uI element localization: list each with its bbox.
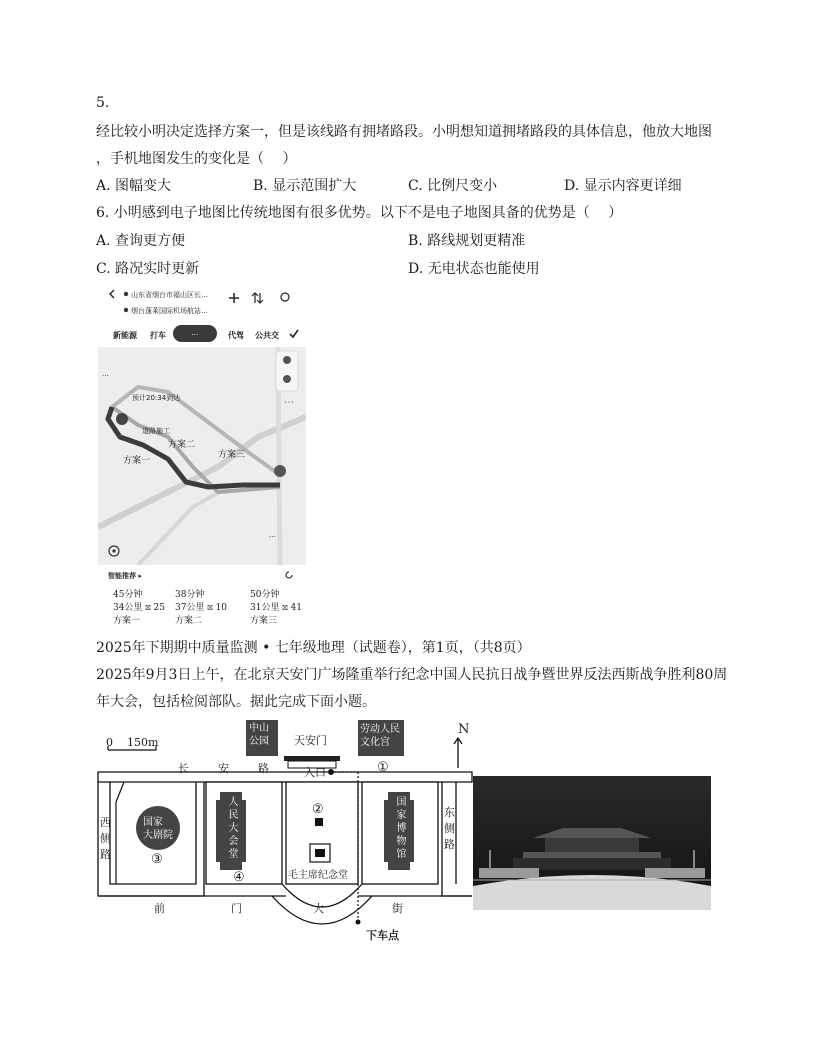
scheme3-label: 方案三 <box>218 450 246 460</box>
q5-option-a[interactable]: A. 图幅变大 <box>96 178 172 194</box>
road-changan-2: 安 <box>218 762 229 775</box>
road-qianmen-2: 门 <box>231 902 242 915</box>
road-east-label: 东 侧 路 <box>444 806 455 851</box>
construction-label: 道路施工 <box>142 427 170 435</box>
zhongshan-park-label: 中山 公园 <box>249 723 269 747</box>
workers-palace-label: 劳动人民 文化宫 <box>360 724 400 748</box>
scale-length: 150m <box>127 736 159 749</box>
road-changan-1: 长 <box>178 762 189 775</box>
phone-map-screenshot <box>98 283 306 628</box>
road-qianmen-1: 前 <box>154 902 165 915</box>
drive-mode-chip[interactable]: … <box>173 325 217 342</box>
route1-name[interactable]: 方案一 <box>113 616 141 626</box>
add-stop-icon <box>229 293 239 303</box>
swap-icon <box>252 293 263 303</box>
passage-line2: 年大会，包括检阅部队。据此完成下面小题。 <box>96 694 376 710</box>
scheme1-label: 方案一 <box>123 456 151 466</box>
q5-stem-line1: 经比较小明决定选择方案一，但是该线路有拥堵路段。小明想知道拥堵路段的具体信息，他放大地图 <box>96 124 712 140</box>
back-arrow-icon <box>110 290 114 298</box>
route2-name[interactable]: 方案二 <box>175 616 203 626</box>
phone-route-header <box>98 283 306 347</box>
svg-text:⋯: ⋯ <box>284 397 294 408</box>
smart-recommend-label[interactable]: 智能推荐 ▸ <box>108 572 142 580</box>
entrance-label: 入口 <box>304 766 326 779</box>
q5-number: 5. <box>96 95 110 111</box>
refresh-icon[interactable] <box>284 570 294 580</box>
tab-designated-driver[interactable]: 代驾 <box>228 331 244 340</box>
q6-option-b[interactable]: B. 路线规划更精准 <box>408 233 526 249</box>
q6-option-c[interactable]: C. 路况实时更新 <box>96 261 200 277</box>
route2-dist[interactable]: 37公里 ⛝ 10 <box>175 603 227 613</box>
road-qianmen-4: 街 <box>392 902 403 915</box>
great-hall-label: 人民大会堂 <box>226 796 237 861</box>
marker-2: ② <box>312 802 324 817</box>
q6-option-d[interactable]: D. 无电状态也能使用 <box>408 261 540 277</box>
route1-dist[interactable]: 34公里 ⛝ 25 <box>113 603 165 613</box>
destination-text[interactable]: 烟台蓬莱国际机场航站… <box>131 307 208 315</box>
route-summary-panel <box>98 567 306 628</box>
checkmark-icon[interactable] <box>288 328 300 340</box>
route3-name[interactable]: 方案三 <box>250 616 278 626</box>
q5-stem-line2: ，手机地图发生的变化是（ ） <box>96 151 297 167</box>
route3-dist[interactable]: 31公里 ⛝ 41 <box>250 603 302 613</box>
route2-time[interactable]: 38分钟 <box>175 590 205 600</box>
q5-option-d[interactable]: D. 显示内容更详细 <box>564 178 682 194</box>
memorial-hall-label: 毛主席纪念堂 <box>288 870 348 881</box>
voice-icon <box>281 293 289 301</box>
tab-new-energy[interactable]: 新能源 <box>113 331 137 340</box>
q6-option-a[interactable]: A. 查询更方便 <box>96 233 186 249</box>
scale-zero: 0 <box>106 736 113 749</box>
road-changan-3: 路 <box>258 762 269 775</box>
tiananmen-night-photo <box>473 776 711 910</box>
tab-taxi[interactable]: 打车 <box>150 331 166 340</box>
eta-label: 预计20:34到达 <box>132 394 181 402</box>
origin-text[interactable]: 山东省烟台市福山区长… <box>131 291 208 299</box>
marker-4: ④ <box>233 870 245 885</box>
marker-3: ③ <box>151 852 163 867</box>
marker-1: ① <box>377 760 389 775</box>
road-qianmen-3: 大 <box>313 902 324 915</box>
map-town-label: … <box>102 370 109 378</box>
route1-time[interactable]: 45分钟 <box>113 590 143 600</box>
passage-line1: 2025年9月3日上午，在北京天安门广场隆重举行纪念中国人民抗日战争暨世界反法西斯战争胜利80周 <box>96 667 728 683</box>
museum-label: 国家博物馆 <box>394 796 405 861</box>
route-map[interactable] <box>98 347 306 565</box>
drop-off-label: 下车点 <box>366 929 399 942</box>
tiananmen-label: 天安门 <box>294 734 327 747</box>
district-label: … <box>269 531 276 539</box>
tab-public-transit[interactable]: 公共交 <box>255 331 279 340</box>
q5-option-c[interactable]: C. 比例尺变小 <box>408 178 498 194</box>
tiananmen-square-map <box>96 720 474 945</box>
route3-time[interactable]: 50分钟 <box>250 590 280 600</box>
q5-option-b[interactable]: B. 显示范围扩大 <box>253 178 357 194</box>
page-footer: 2025年下期期中质量监测 • 七年级地理（试题卷），第1页，（共8页） <box>96 640 531 656</box>
north-label: N <box>458 722 470 737</box>
scheme2-label: 方案二 <box>168 440 196 450</box>
q6-stem: 6. 小明感到电子地图比传统地图有很多优势。以下不是电子地图具备的优势是（ ） <box>96 205 623 221</box>
road-west-label: 西 侧 路 <box>100 816 111 861</box>
grand-theater-label: 国家 大剧院 <box>143 817 173 841</box>
